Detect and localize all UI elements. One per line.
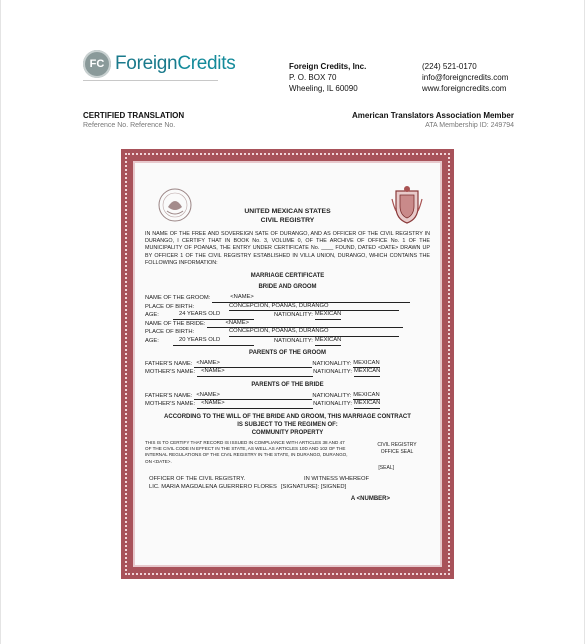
groom-mother-row: MOTHER'S NAME: <NAME> NATIONALITY: MEXICAN: [145, 368, 381, 376]
fc-badge-icon: FC: [83, 50, 111, 78]
cert-intro: IN NAME OF THE FREE AND SOVEREIGN SATE OF DURANGO, AND AS OFFICER OF THE CIVIL REGISTRY IN DURANGO, I CERTIFY THAT IN BOOK No. 3, VOLUME 0, OF THE ARCHIVE OF OFFICE No. 1 OF THE MUNICIPALITY OF POANAS, THE ENTRY UNDER CERTIFICATE No. ____ FOUND, DATED <DATE> DRAWN UP BY OFFICER 1 OF THE CIVIL REGISTRY ESTABLISHED IN VILLA UNION, DURANGO, WHICH CONTAINS THE FOLLOWING INFORMATION:: [145, 231, 430, 266]
legal-text: THIS IS TO CERTIFY THAT RECORD IS ISSUED IN COMPLIANCE WITH ARTICLES 38 AND 47 OF THE CIVIL CODE IN EFFECT IN THE STATE, AS WELL AS ARTICLES 10D AND 102 OF THE INTERNAL REGULATIONS OF THE CIVIL REGISTRY IN THE STATE, IN DURANGO, DURANGO, ON <DATE>.: [145, 439, 348, 464]
email-link[interactable]: info@foreigncredits.com: [422, 73, 509, 82]
will-line-1: ACCORDING TO THE WILL OF THE BRIDE AND GROOM, THIS MARRIAGE CONTRACT: [164, 413, 411, 420]
state-shield-icon: [390, 185, 424, 225]
groom-father-row: FATHER'S NAME: <NAME> NATIONALITY: MEXICAN: [145, 359, 380, 367]
will-line-2: IS SUBJECT TO THE REGIMEN OF:: [237, 421, 338, 428]
bride-father-row: FATHER'S NAME: <NAME> NATIONALITY: MEXICAN: [145, 391, 380, 399]
seal-placeholder: [SEAL]: [378, 464, 394, 471]
company-contact: [422, 61, 508, 94]
legal-block: [145, 440, 430, 465]
letterhead: [1, 0, 584, 112]
parents-bride-heading: PARENTS OF THE BRIDE: [251, 381, 324, 388]
groom-birth-row: PLACE OF BIRTH: CONCEPCION, POANAS, DURANGO: [145, 303, 430, 312]
certificate-body: [133, 161, 442, 567]
bride-groom-heading: BRIDE AND GROOM: [258, 284, 317, 291]
ata-id: ATA Membership ID: 249794: [425, 122, 514, 129]
ata-member: American Translators Association Member: [352, 111, 514, 120]
bride-mother-row: MOTHER'S NAME: <NAME> NATIONALITY: MEXICAN: [145, 400, 381, 408]
reference-number: Reference No. Reference No.: [83, 122, 176, 129]
website-link[interactable]: www.foreigncredits.com: [422, 84, 507, 93]
bride-age-row: AGE: 20 YEARS OLD NATIONALITY: MEXICAN: [145, 336, 342, 344]
cert-registry: CIVIL REGISTRY: [260, 217, 315, 224]
logo-wordmark: ForeignCredits: [115, 53, 236, 74]
certificate-frame: [121, 149, 454, 579]
officer-name-row: LIC. MARIA MAGDALENA GUERRERO FLORES [SIGNATURE]: [SIGNED]: [149, 483, 347, 490]
groom-age-row: AGE: 24 YEARS OLD NATIONALITY: MEXICAN: [145, 311, 342, 319]
certificate-number: A <NUMBER>: [350, 495, 390, 502]
parents-groom-heading: PARENTS OF THE GROOM: [249, 349, 326, 356]
groom-name-row: NAME OF THE GROOM: <NAME>: [145, 294, 430, 303]
marriage-cert-heading: MARRIAGE CERTIFICATE: [250, 273, 325, 280]
company-logo: [83, 50, 235, 78]
company-address: Foreign Credits, Inc. P. O. BOX 70 Wheeling, IL 60090: [289, 62, 367, 93]
phone: (224) 521-0170: [422, 62, 477, 71]
national-seal-icon: [157, 187, 193, 223]
doc-title: CERTIFIED TRANSLATION: [83, 111, 185, 120]
logo-underline: [83, 80, 218, 81]
seal-label: CIVIL REGISTRY OFFICE SEAL: [377, 441, 417, 455]
will-line-3: COMMUNITY PROPERTY: [251, 429, 324, 436]
bride-birth-row: PLACE OF BIRTH: CONCEPCION, POANAS, DURANGO: [145, 328, 430, 337]
officer-row: OFFICER OF THE CIVIL REGISTRY. IN WITNESS WHEREOF: [149, 476, 370, 483]
cert-country: UNITED MEXICAN STATES: [244, 208, 331, 215]
bride-name-row: NAME OF THE BRIDE: <NAME>: [145, 320, 430, 329]
